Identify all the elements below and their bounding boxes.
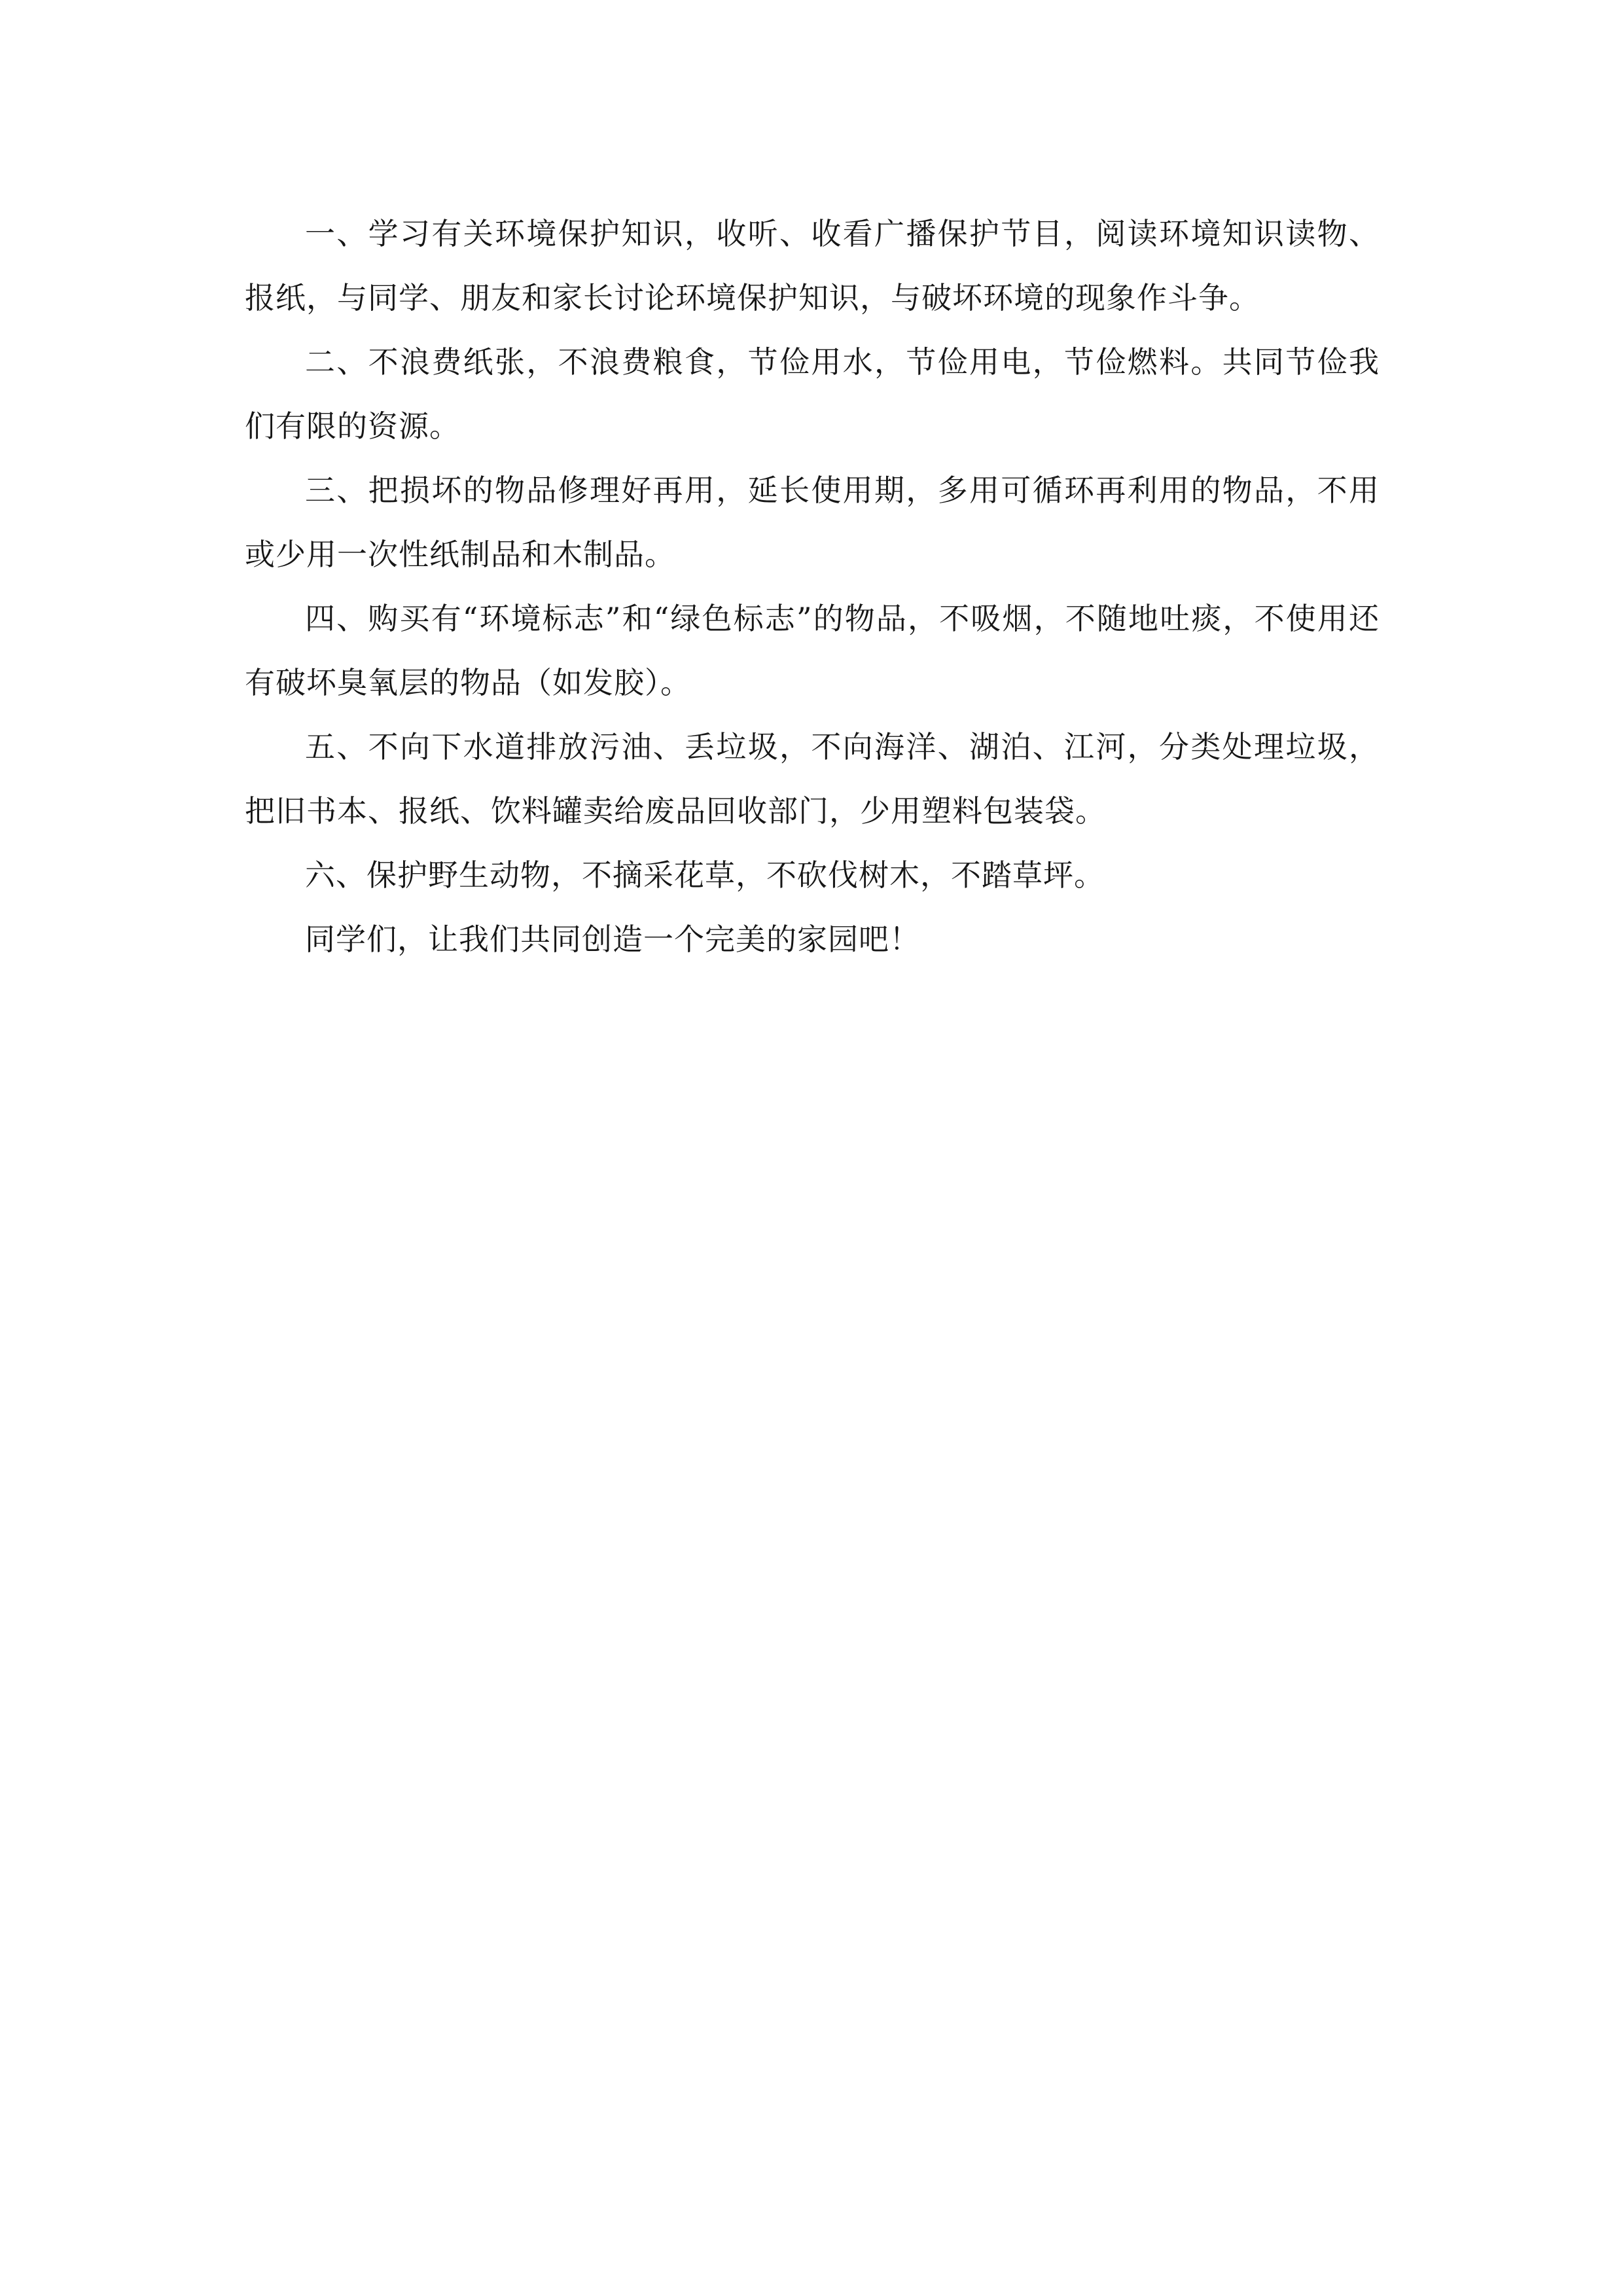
closing-paragraph: 同学们，让我们共同创造一个完美的家园吧！ <box>305 922 920 957</box>
paragraph-item-6: 六、保护野生动物，不摘采花草，不砍伐树木，不踏草坪。 <box>305 857 1105 893</box>
paragraph-item-1: 一、学习有关环境保护知识，收听、收看广播保护节目，阅读环境知识读物、报纸，与同学、朋友和家长讨论环境保护知识，与破坏环境的现象作斗争。 <box>245 216 1380 315</box>
paragraph-item-5: 五、不向下水道排放污油、丢垃圾，不向海洋、湖泊、江河，分类处理垃圾，把旧书本、报纸、饮料罐卖给废品回收部门，少用塑料包装袋。 <box>245 729 1380 829</box>
document-body <box>245 202 1380 971</box>
paragraph-item-3: 三、把损坏的物品修理好再用，延长使用期，多用可循环再利用的物品，不用或少用一次性纸制品和木制品。 <box>245 473 1380 572</box>
paragraph-item-4: 四、购买有“环境标志”和“绿色标志”的物品，不吸烟，不随地吐痰，不使用还有破坏臭氧层的物品（如发胶）。 <box>245 601 1380 700</box>
paragraph-item-2: 二、不浪费纸张，不浪费粮食，节俭用水，节俭用电，节俭燃料。共同节俭我们有限的资源。 <box>245 344 1380 444</box>
